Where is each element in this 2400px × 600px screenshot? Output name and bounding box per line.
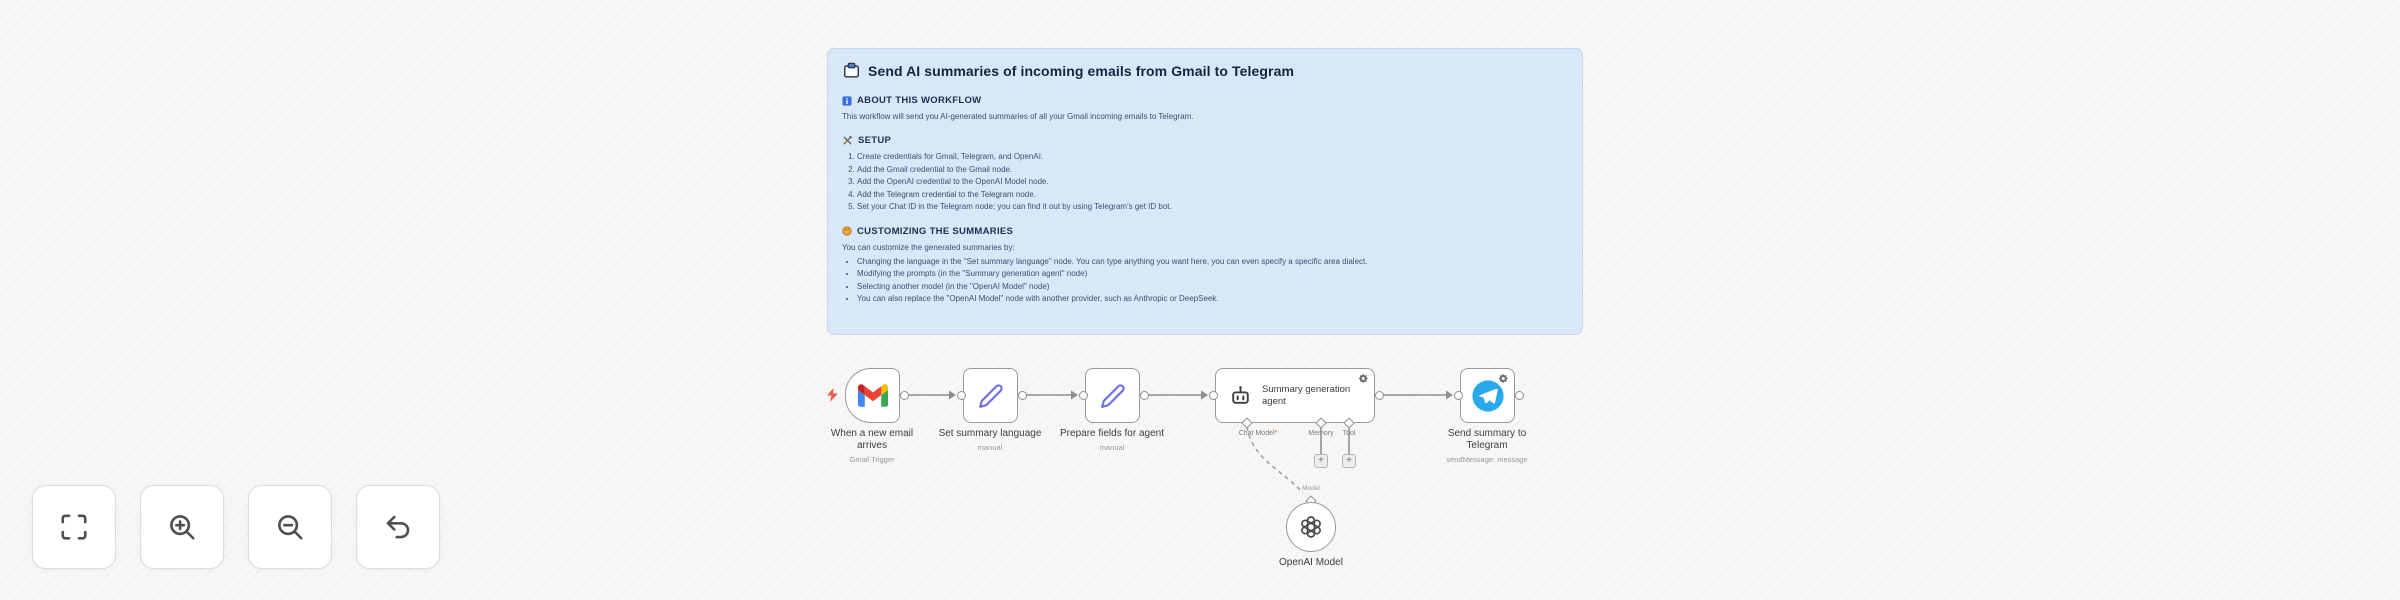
port-label-chat-model: Chat Model* <box>1238 430 1278 437</box>
setup-step: 3. Add the OpenAI credential to the OpenAI Model node. <box>857 176 1566 188</box>
add-memory-button[interactable]: + <box>1314 454 1328 468</box>
node-gmail-trigger[interactable] <box>845 368 900 423</box>
setup-step: 4. Add the Telegram credential to the Telegram node. <box>857 189 1566 201</box>
zoom-out-button[interactable] <box>248 485 332 569</box>
node-label-set-language: Set summary language manual <box>920 428 1060 454</box>
node-prepare-fields[interactable] <box>1085 368 1140 423</box>
customizing-bullet: • Modifying the prompts (in the "Summary generation agent" node) <box>857 268 1566 280</box>
input-port[interactable] <box>1454 391 1463 400</box>
node-label-telegram: Send summary to Telegram sendMessage: message <box>1417 428 1557 466</box>
pencil-icon <box>1100 383 1126 409</box>
node-subtitle-gmail: Gmail Trigger <box>849 455 895 464</box>
fit-view-button[interactable] <box>32 485 116 569</box>
about-body: This workflow will send you AI-generated summaries of all your Gmail incoming emails to Telegram. <box>842 112 1194 121</box>
sticky-title-row <box>842 61 1566 80</box>
setup-heading: SETUP <box>858 135 892 146</box>
port-label-tool: Tool <box>1342 430 1356 437</box>
node-label-gmail: When a new email arrives Gmail Trigger <box>802 428 942 466</box>
gear-icon <box>1358 373 1369 384</box>
node-subtitle-prepare-fields: manual <box>1099 443 1125 452</box>
gear-icon <box>1498 373 1509 384</box>
about-heading: ABOUT THIS WORKFLOW <box>857 95 982 106</box>
output-port[interactable] <box>1515 391 1524 400</box>
undo-icon <box>383 512 413 542</box>
node-subtitle-telegram: sendMessage: message <box>1446 455 1528 464</box>
setup-steps <box>842 151 1566 213</box>
input-port[interactable] <box>1209 391 1218 400</box>
tools-icon <box>842 135 853 146</box>
fit-view-icon <box>59 512 89 542</box>
setup-heading-row <box>842 135 1566 146</box>
add-tool-button[interactable]: + <box>1342 454 1356 468</box>
node-set-summary-language[interactable] <box>963 368 1018 423</box>
undo-button[interactable] <box>356 485 440 569</box>
node-label-openai: OpenAI Model <box>1279 557 1343 568</box>
node-send-telegram[interactable] <box>1460 368 1515 423</box>
sticky-title: Send AI summaries of incoming emails from Gmail to Telegram <box>868 62 1295 79</box>
customizing-heading-row <box>842 226 1566 237</box>
setup-step: 2. Add the Gmail credential to the Gmail node. <box>857 164 1566 176</box>
openai-icon <box>1299 515 1323 539</box>
sticky-note[interactable] <box>827 48 1583 335</box>
required-mark: * <box>1274 430 1278 437</box>
customizing-bullet: • You can also replace the "OpenAI Model" node with another provider, such as Anthropic or DeepSeek. <box>857 293 1566 305</box>
robot-icon <box>1228 383 1253 408</box>
zoom-in-icon <box>167 512 197 542</box>
gmail-icon <box>858 384 888 407</box>
node-title-agent: Summary generation agent <box>1262 384 1351 407</box>
output-port[interactable] <box>1375 391 1384 400</box>
zoom-out-icon <box>275 512 305 542</box>
execute-trigger-bolt-icon[interactable] <box>827 388 838 402</box>
pencil-icon <box>978 383 1004 409</box>
node-openai-model[interactable] <box>1286 502 1336 552</box>
node-subtitle-set-language: manual <box>977 443 1003 452</box>
output-port[interactable] <box>1140 391 1149 400</box>
zoom-in-button[interactable] <box>140 485 224 569</box>
output-port[interactable] <box>900 391 909 400</box>
customizing-heading: CUSTOMIZING THE SUMMARIES <box>857 225 1014 237</box>
palette-icon <box>842 226 852 236</box>
clipboard-icon <box>842 61 861 80</box>
input-port[interactable] <box>1079 391 1088 400</box>
customizing-bullets <box>842 256 1566 305</box>
port-label-memory: Memory <box>1308 430 1334 437</box>
model-connector-label: Model <box>1302 485 1320 492</box>
customizing-intro: You can customize the generated summaries by: <box>842 242 1015 252</box>
about-heading-row <box>842 95 1566 106</box>
input-port[interactable] <box>957 391 966 400</box>
setup-step: 5. Set your Chat ID in the Telegram node; you can find it out by using Telegram's get ID bot. <box>857 201 1566 213</box>
customizing-bullet: • Selecting another model (in the "OpenAI Model" node) <box>857 281 1566 293</box>
node-label-prepare-fields: Prepare fields for agent manual <box>1042 428 1182 454</box>
node-summary-generation-agent[interactable] <box>1215 368 1375 423</box>
output-port[interactable] <box>1018 391 1027 400</box>
customizing-bullet: • Changing the language in the "Set summary language" node. You can type anything you want here, you can even specify a specific area dialect. <box>857 256 1566 268</box>
setup-step: 1. Create credentials for Gmail, Telegram, and OpenAI. <box>857 151 1566 163</box>
info-icon <box>842 96 852 106</box>
